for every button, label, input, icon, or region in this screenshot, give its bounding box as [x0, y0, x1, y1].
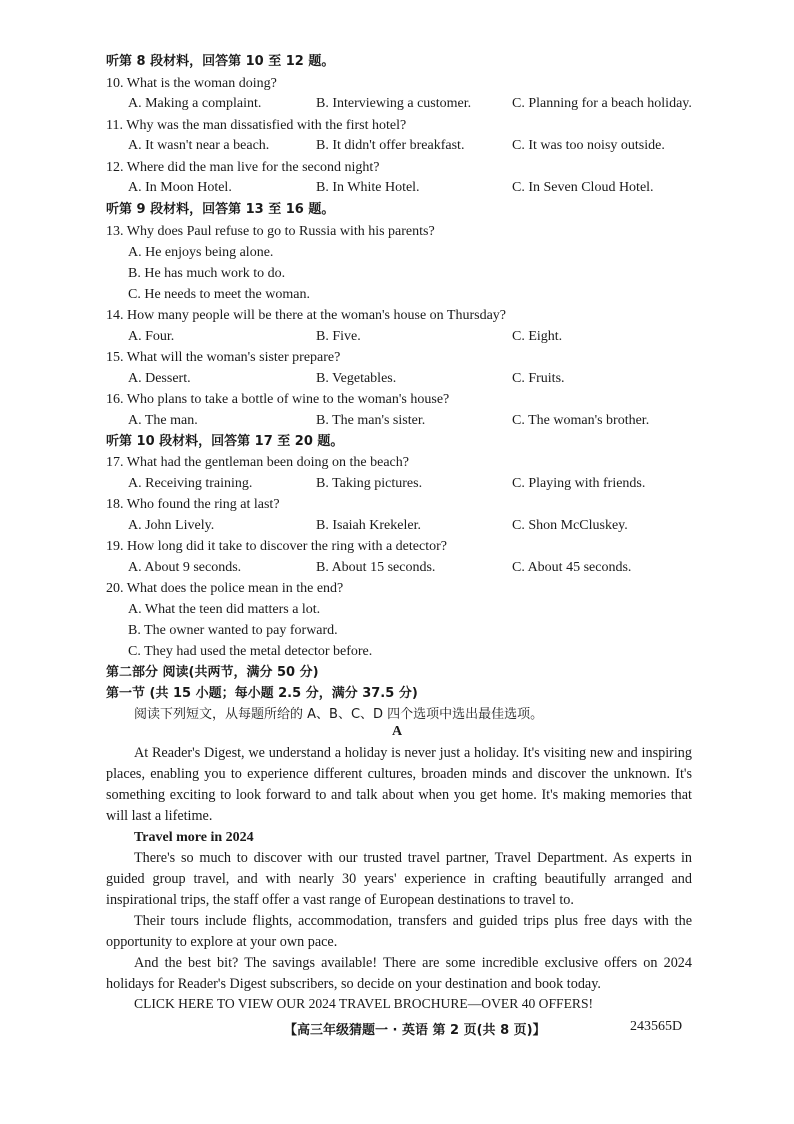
question-18: 18. Who found the ring at last? — [106, 497, 280, 512]
q13-option-b: B. He has much work to do. — [128, 266, 286, 281]
question-16: 16. Who plans to take a bottle of wine to the woman's house? — [106, 392, 450, 407]
q11-option-b: B. It didn't offer breakfast. — [316, 138, 465, 153]
q18-option-c: C. Shon McCluskey. — [512, 518, 628, 533]
q12-option-b: B. In White Hotel. — [316, 180, 420, 195]
q15-option-a: A. Dessert. — [128, 371, 191, 386]
q18-option-a: A. John Lively. — [128, 518, 215, 533]
passage-label: A — [391, 724, 403, 739]
reading-part-title: 第二部分 阅读(共两节，满分 50 分) — [106, 665, 319, 680]
q19-option-c: C. About 45 seconds. — [512, 560, 632, 575]
reading-instruction: 阅读下列短文，从每题所给的 A、B、C、D 四个选项中选出最佳选项。 — [134, 707, 544, 722]
q14-option-b: B. Five. — [316, 329, 361, 344]
q16-option-a: A. The man. — [128, 413, 198, 428]
q18-option-b: B. Isaiah Krekeler. — [316, 518, 421, 533]
q14-option-c: C. Eight. — [512, 329, 563, 344]
q20-option-b: B. The owner wanted to pay forward. — [128, 623, 338, 638]
listening-section-9-header: 听第 9 段材料，回答第 13 至 16 题。 — [106, 202, 335, 217]
q15-option-b: B. Vegetables. — [316, 371, 397, 386]
q11-option-c: C. It was too noisy outside. — [512, 138, 665, 153]
q15-option-c: C. Fruits. — [512, 371, 565, 386]
q20-option-a: A. What the teen did matters a lot. — [128, 602, 321, 617]
question-10: 10. What is the woman doing? — [106, 76, 277, 91]
question-14: 14. How many people will be there at the woman's house on Thursday? — [106, 308, 507, 323]
q20-option-c: C. They had used the metal detector before. — [128, 644, 373, 659]
brochure-link[interactable]: CLICK HERE TO VIEW OUR 2024 TRAVEL BROCHURE—OVER 40 OFFERS! — [134, 996, 594, 1011]
q10-option-b: B. Interviewing a customer. — [316, 96, 472, 111]
page-footer-label: 【高三年级猜题一 · 英语 第 2 页(共 8 页)】 — [284, 1023, 546, 1038]
question-12: 12. Where did the man live for the second night? — [106, 160, 380, 175]
question-19: 19. How long did it take to discover the ring with a detector? — [106, 539, 447, 554]
passage-paragraph-1: At Reader's Digest, we understand a holiday is never just a holiday. It's visiting new and inspiring places, enabling you to experience different cultures, broaden minds and discover the unknown. It's something exciting to look forward to and talk about when you get home. It's making memories that will last a lifetime. — [106, 745, 692, 824]
q19-option-b: B. About 15 seconds. — [316, 560, 436, 575]
passage-paragraph-3: Their tours include flights, accommodation, transfers and guided trips plus free days with the opportunity to explore at your own pace. — [106, 913, 692, 950]
q19-option-a: A. About 9 seconds. — [128, 560, 242, 575]
q10-option-a: A. Making a complaint. — [128, 96, 262, 111]
passage-subheading: Travel more in 2024 — [134, 830, 254, 845]
listening-section-10-header: 听第 10 段材料，回答第 17 至 20 题。 — [106, 434, 344, 449]
q13-option-a: A. He enjoys being alone. — [128, 245, 274, 260]
listening-section-8-header: 听第 8 段材料，回答第 10 至 12 题。 — [106, 54, 335, 69]
q10-option-c: C. Planning for a beach holiday. — [512, 96, 692, 111]
q17-option-c: C. Playing with friends. — [512, 476, 646, 491]
question-15: 15. What will the woman's sister prepare? — [106, 350, 341, 365]
q12-option-a: A. In Moon Hotel. — [128, 180, 232, 195]
q16-option-b: B. The man's sister. — [316, 413, 426, 428]
exam-code: 243565D — [630, 1019, 683, 1034]
question-13: 13. Why does Paul refuse to go to Russia with his parents? — [106, 224, 435, 239]
question-11: 11. Why was the man dissatisfied with the first hotel? — [106, 118, 407, 133]
q14-option-a: A. Four. — [128, 329, 175, 344]
question-20: 20. What does the police mean in the end? — [106, 581, 344, 596]
q16-option-c: C. The woman's brother. — [512, 413, 650, 428]
reading-section-title: 第一节 (共 15 小题；每小题 2.5 分，满分 37.5 分) — [106, 686, 418, 701]
q12-option-c: C. In Seven Cloud Hotel. — [512, 180, 654, 195]
passage-paragraph-2: There's so much to discover with our trusted travel partner, Travel Department. As experts in guided group travel, and with nearly 30 years' experience in crafting beautifully arranged and inspirational trips, the staff offer a vast range of European destinations to travel to. — [106, 850, 692, 908]
q13-option-c: C. He needs to meet the woman. — [128, 287, 310, 302]
q17-option-a: A. Receiving training. — [128, 476, 253, 491]
q11-option-a: A. It wasn't near a beach. — [128, 138, 270, 153]
question-17: 17. What had the gentleman been doing on the beach? — [106, 455, 409, 470]
passage-paragraph-4: And the best bit? The savings available! There are some incredible exclusive offers on 2024 holidays for Reader's Digest subscribers, so decide on your destination and book today. — [106, 955, 692, 992]
q17-option-b: B. Taking pictures. — [316, 476, 423, 491]
